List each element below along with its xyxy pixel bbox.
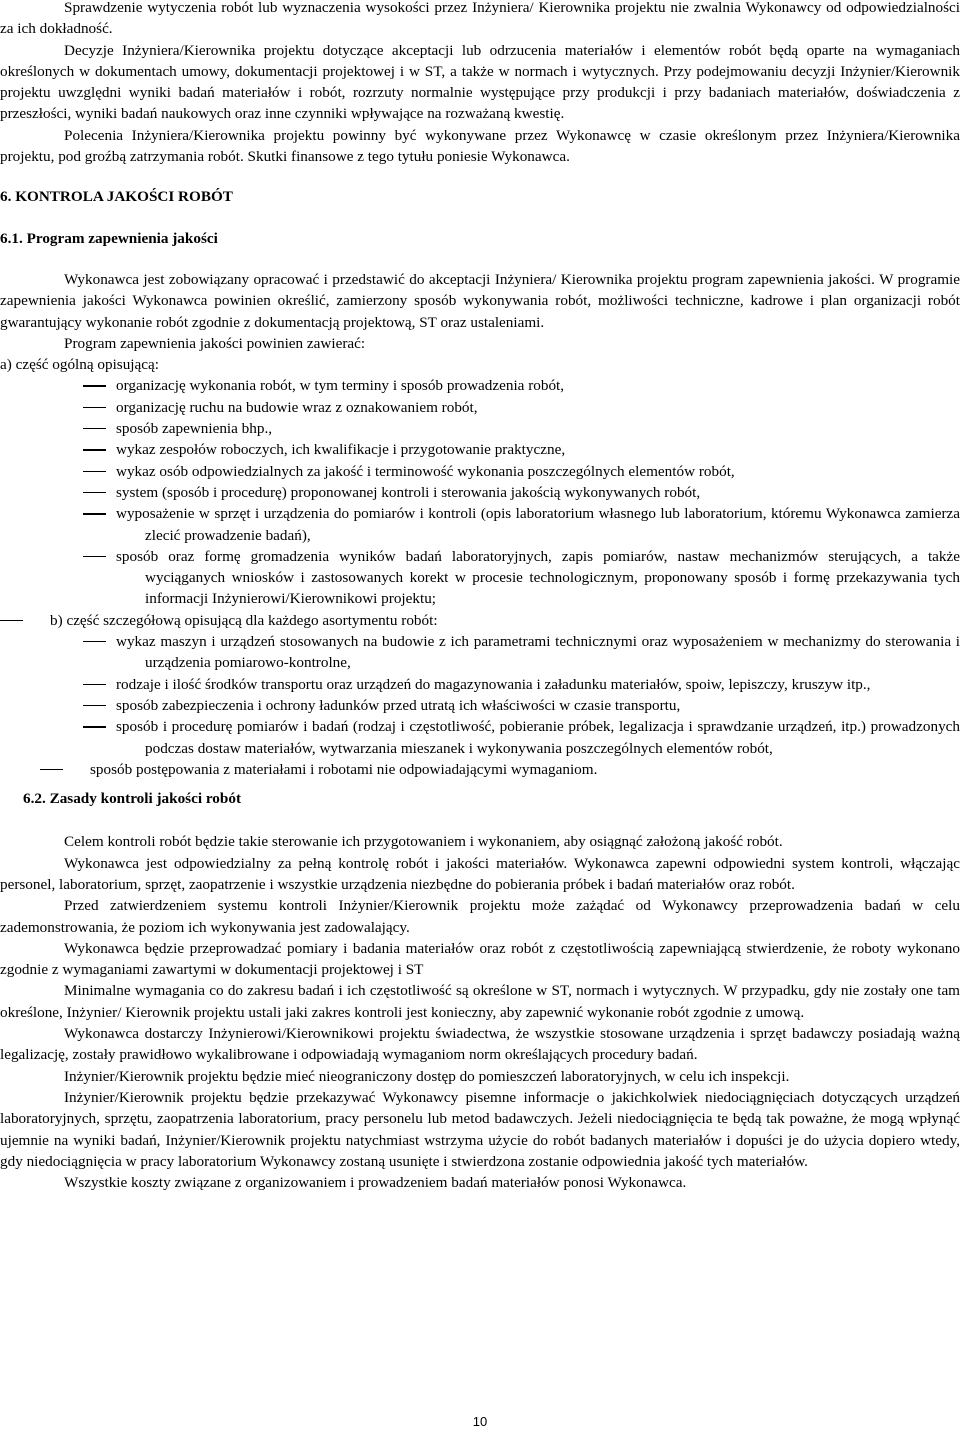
dash-bullet — [0, 620, 23, 621]
dash-bullet — [83, 492, 106, 493]
section-heading-6: 6. KONTROLA JAKOŚCI ROBÓT — [0, 188, 233, 206]
part-a-label: a) część ogólną opisującą: — [0, 356, 159, 374]
dash-bullet — [83, 641, 106, 642]
dash-bullet — [83, 556, 106, 557]
list-item: rodzaje i ilość środków transportu oraz urządzeń do magazynowania i załadunku materiałów, spoiw, lepiszczy, kruszyw itp., — [0, 674, 960, 695]
paragraph-61-1: Wykonawca jest zobowiązany opracować i przedstawić do akceptacji Inżyniera/ Kierownika projektu program zapewnienia jakości. W programie zapewnienia jakości Wykonawca powinien określić, zamierzony sposób wykonywania robót, możliwości techniczne, kadrowe i plan organizacji robót gwarantujący wykonanie robót zgodnie z dokumentacją projektową, ST oraz ustaleniami. — [0, 270, 960, 331]
list-item: system (sposób i procedurę) proponowanej kontroli i sterowania jakością wykonywanych robót, — [0, 482, 960, 503]
paragraph-62-1: Celem kontroli robót będzie takie sterowanie ich przygotowaniem i wykonaniem, aby osiągnąć założoną jakość robót. — [64, 833, 783, 851]
list-part-a — [0, 375, 960, 609]
list-item: organizację wykonania robót, w tym terminy i sposób prowadzenia robót, — [0, 375, 960, 396]
paragraph-62-9: Wszystkie koszty związane z organizowaniem i prowadzeniem badań materiałów ponosi Wykonawca. — [64, 1174, 687, 1192]
dash-bullet — [83, 513, 106, 514]
list-item-last: sposób postępowania z materiałami i robotami nie odpowiadającymi wymaganiom. — [0, 759, 960, 780]
list-part-b — [0, 631, 960, 759]
dash-bullet — [83, 471, 106, 472]
list-item: wykaz zespołów roboczych, ich kwalifikacje i przygotowanie praktyczne, — [0, 439, 960, 460]
dash-bullet — [83, 428, 106, 429]
list-item: sposób zapewnienia bhp., — [0, 418, 960, 439]
paragraph-intro-1: Sprawdzenie wytyczenia robót lub wyznaczenia wysokości przez Inżyniera/ Kierownika projektu nie zwalnia Wykonawcy od odpowiedzialności za ich dokładność. — [0, 0, 960, 38]
list-item: sposób oraz formę gromadzenia wyników badań laboratoryjnych, zapis pomiarów, nastaw mechanizmów sterujących, a także wyciąganych wniosków i zastosowanych korekt w procesie technologicznym, proponowany sposób i formę przekazywania tych informacji Inżynierowi/Kierownikowi projektu; — [0, 546, 960, 610]
paragraph-61-2: Program zapewnienia jakości powinien zawierać: — [64, 334, 366, 352]
paragraph-62-3: Przed zatwierdzeniem systemu kontroli Inżynier/Kierownik projektu może zażądać od Wykonawcy przeprowadzenia badań w celu zademonstrowania, że poziom ich wykonywania jest zadowalający. — [0, 897, 960, 936]
dash-bullet — [83, 726, 106, 727]
dash-bullet — [83, 705, 106, 706]
paragraph-intro-3: Polecenia Inżyniera/Kierownika projektu powinny być wykonywane przez Wykonawcę w czasie określonym przez Inżyniera/Kierownika projektu, pod groźbą zatrzymania robót. Skutki finansowe z tego tytułu poniesie Wykonawca. — [0, 126, 960, 166]
paragraph-62-4: Wykonawca będzie przeprowadzać pomiary i badania materiałów oraz robót z częstotliwością zapewniającą stwierdzenie, że roboty wykonano zgodnie z wymaganiami zawartymi w dokumentacji projektowej i ST — [0, 939, 960, 979]
list-item: organizację ruchu na budowie wraz z oznakowaniem robót, — [0, 397, 960, 418]
paragraph-62-2: Wykonawca jest odpowiedzialny za pełną kontrolę robót i jakości materiałów. Wykonawca zapewni odpowiedni system kontroli, włączając personel, laboratorium, sprzęt, zaopatrzenie i wszystkie urządzenia niezbędne do pobierania próbek i badań materiałów oraz robót. — [0, 854, 960, 893]
list-item: wykaz maszyn i urządzeń stosowanych na budowie z ich parametrami technicznymi oraz wyposażeniem w mechanizmy do sterowania i urządzenia pomiarowo-kontrolne, — [0, 631, 960, 674]
paragraph-intro-2: Decyzje Inżyniera/Kierownika projektu dotyczące akceptacji lub odrzucenia materiałów i elementów robót będą oparte na wymaganiach określonych w dokumentach umowy, dokumentacji projektowej i w ST, a także w normach i wytycznych. Przy podejmowaniu decyzji Inżynier/Kierownik projektu uwzględni wyniki badań materiałów i robót, rozrzuty normalnie występujące przy produkcji i przy badaniach materiałów, doświadczenia z przeszłości, wyniki badań naukowych oraz inne czynniki wpływające na rozważaną kwestię. — [0, 41, 960, 123]
paragraph-62-7: Inżynier/Kierownik projektu będzie mieć nieograniczony dostęp do pomieszczeń laboratoryjnych, w celu ich inspekcji. — [64, 1067, 790, 1085]
dash-bullet — [83, 407, 106, 408]
section-heading-6-1: 6.1. Program zapewnienia jakości — [0, 229, 218, 247]
list-item: sposób i procedurę pomiarów i badań (rodzaj i częstotliwość, pobieranie próbek, legalizacja i sprawdzanie urządzeń, itp.) prowadzonych podczas dostaw materiałów, wytwarzania mieszanek i wykonywania poszczególnych elementów robót, — [0, 716, 960, 759]
section-heading-6-2: 6.2. Zasady kontroli jakości robót — [23, 790, 242, 808]
paragraph-62-8: Inżynier/Kierownik projektu będzie przekazywać Wykonawcy pisemne informacje o jakichkolwiek niedociągnięciach dotyczących urządzeń laboratoryjnych, sprzętu, zaopatrzenia laboratorium, pracy personelu lub metod badawczych. Jeżeli niedociągnięcia te będą tak poważne, że mogą wpłynąć ujemnie na wyniki badań, Inżynier/Kierownik projektu natychmiast wstrzyma użycie do robót badanych materiałów i dopuści je do użycia dopiero wtedy, gdy niedociągnięcia w pracy laboratorium Wykonawcy zostaną usunięte i stwierdzona zostanie odpowiednia jakość tych materiałów. — [0, 1088, 960, 1170]
list-item: wyposażenie w sprzęt i urządzenia do pomiarów i kontroli (opis laboratorium własnego lub laboratorium, któremu Wykonawca zamierza zlecić prowadzenie badań), — [0, 503, 960, 546]
dash-bullet — [83, 684, 106, 685]
part-b-label: b) część szczegółową opisującą dla każdego asortymentu robót: — [0, 610, 960, 631]
paragraph-62-5: Minimalne wymagania co do zakresu badań i ich częstotliwość są określone w ST, normach i wytycznych. W przypadku, gdy nie zostały one tam określone, Inżynier/ Kierownik projektu ustali jaki zakres kontroli jest konieczny, aby zapewnić wykonanie robót zgodnie z umową. — [0, 982, 960, 1021]
dash-bullet — [83, 449, 106, 450]
dash-bullet — [83, 385, 106, 386]
dash-bullet — [40, 769, 63, 770]
list-item: sposób zabezpieczenia i ochrony ładunków przed utratą ich właściwości w czasie transportu, — [0, 695, 960, 716]
paragraph-62-6: Wykonawca dostarczy Inżynierowi/Kierownikowi projektu świadectwa, że wszystkie stosowane urządzenia i sprzęt badawczy posiadają ważną legalizację, zostały prawidłowo wykalibrowane i odpowiadają wymaganiom norm określających procedury badań. — [0, 1025, 960, 1064]
page-number: 10 — [472, 1414, 488, 1429]
list-item: wykaz osób odpowiedzialnych za jakość i terminowość wykonania poszczególnych elementów robót, — [0, 461, 960, 482]
